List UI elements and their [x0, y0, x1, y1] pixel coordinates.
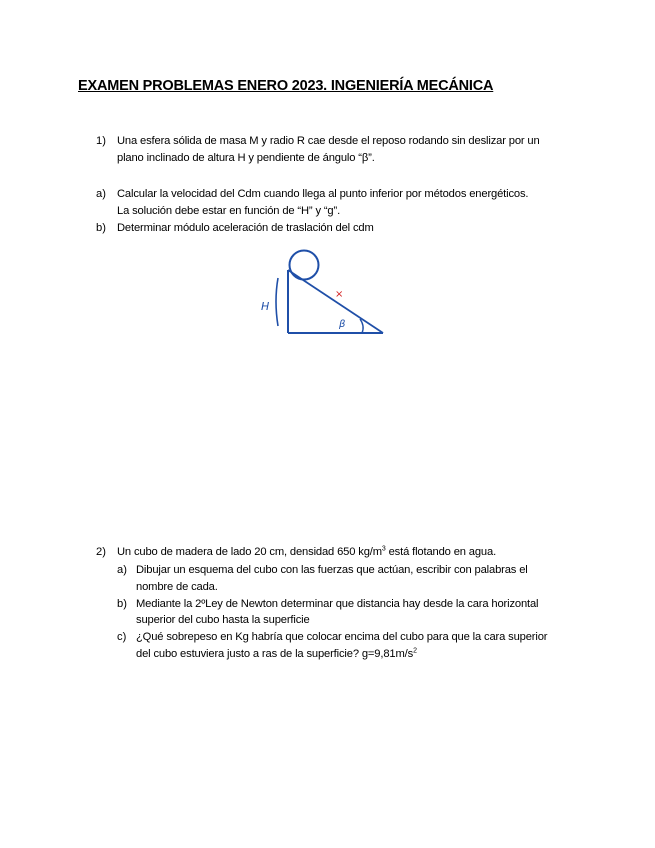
problem-1-line-1: Una esfera sólida de masa M y radio R cae desde el reposo rodando sin deslizar por un: [117, 135, 540, 147]
problem-2c-line-1: ¿Qué sobrepeso en Kg habría que colocar encima del cubo para que la cara superior: [136, 631, 548, 643]
height-label: H: [261, 300, 270, 313]
sphere-circle: [290, 251, 319, 280]
cubic-exponent: 3: [381, 545, 386, 553]
square-exponent: 2: [413, 647, 417, 655]
problem-2-line-1: [117, 544, 496, 560]
problem-1-line-2: plano inclinado de altura H y pendiente de ángulo “β”.: [117, 152, 375, 164]
problem-1b-line-1: Determinar módulo aceleración de traslación del cdm: [117, 222, 374, 234]
problem-2-text-b: está flotando en agua.: [385, 546, 497, 558]
problem-2b-line-2: superior del cubo hasta la superficie: [136, 614, 310, 626]
problem-2c-label: c): [117, 631, 127, 643]
problem-2a-line-1: Dibujar un esquema del cubo con las fuerzas que actúan, escribir con palabras el: [136, 564, 528, 576]
problem-2b-label: b): [117, 598, 127, 610]
problem-2a-line-2: nombre de cada.: [136, 581, 218, 593]
problem-2-text-a: Un cubo de madera de lado 20 cm, densidad 650 kg/m: [117, 546, 382, 558]
problem-1a-line-2: La solución debe estar en función de “H” y “g”.: [117, 205, 341, 217]
problem-2c-line-2: [136, 646, 417, 662]
cross-mark: ×: [335, 289, 344, 300]
height-bracket: [276, 278, 278, 326]
problem-2b-line-1: Mediante la 2ºLey de Newton determinar que distancia hay desde la cara horizontal: [136, 598, 539, 610]
problem-2a-label: a): [117, 564, 127, 576]
angle-label: β: [339, 319, 346, 330]
problem-1-number: 1): [96, 135, 106, 147]
angle-arc: [360, 319, 363, 333]
problem-2c-text: del cubo estuviera justo a ras de la superficie? g=9,81m/s: [136, 648, 414, 660]
problem-1a-line-1: Calcular la velocidad del Cdm cuando llega al punto inferior por métodos energéticos.: [117, 188, 529, 200]
problem-2-number: 2): [96, 546, 106, 558]
problem-1b-label: b): [96, 222, 106, 234]
problem-1a-label: a): [96, 188, 106, 200]
inclined-plane-figure: [250, 246, 390, 341]
exam-title: EXAMEN PROBLEMAS ENERO 2023. INGENIERÍA MECÁNICA: [78, 78, 494, 94]
